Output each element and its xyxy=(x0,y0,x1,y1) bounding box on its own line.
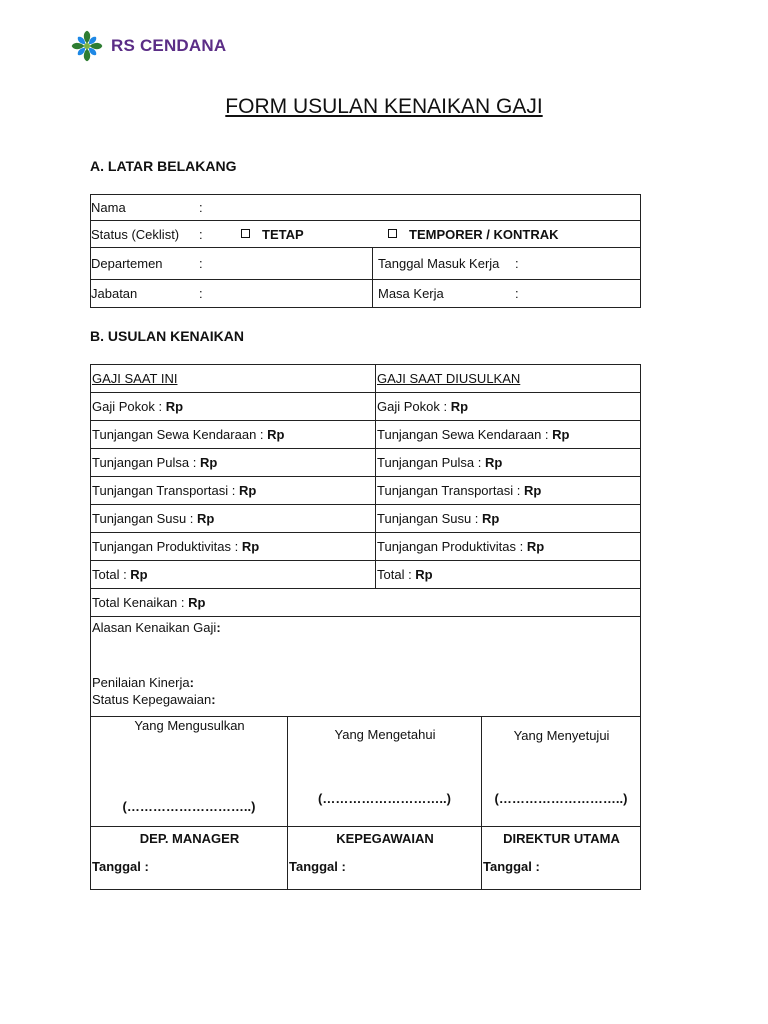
masa-kerja-cell[interactable] xyxy=(373,280,641,308)
table-row xyxy=(91,449,641,477)
tanggal-label[interactable]: Tanggal : xyxy=(289,859,346,874)
signer-title: DIREKTUR UTAMA xyxy=(503,831,620,846)
row-label: Tunjangan Pulsa : xyxy=(377,455,485,470)
currency: Rp xyxy=(241,539,260,554)
currency: Rp xyxy=(415,567,433,582)
currency: Rp xyxy=(197,511,215,526)
signer-title: DEP. MANAGER xyxy=(139,831,240,846)
row-label: Total : xyxy=(92,567,131,582)
colon: : xyxy=(515,256,519,271)
colon: : xyxy=(211,692,216,707)
colon: : xyxy=(199,226,203,242)
option-kontrak: TEMPORER / KONTRAK xyxy=(409,226,559,242)
footer-cell-2 xyxy=(288,827,482,890)
status-kepegawaian-label: Status Kepegawaian xyxy=(92,692,212,707)
tanggal-label[interactable]: Tanggal : xyxy=(92,859,149,874)
row-label: Tunjangan Sewa Kendaraan : xyxy=(92,427,268,442)
currency: Rp xyxy=(188,595,206,610)
signer-title: KEPEGAWAIAN xyxy=(336,831,434,846)
current-value-cell[interactable] xyxy=(91,477,376,505)
currency: Rp xyxy=(238,483,257,498)
currency: Rp xyxy=(526,539,545,554)
option-tetap: TETAP xyxy=(262,226,304,242)
signature-line: (………………………..) xyxy=(122,799,256,814)
currency: Rp xyxy=(552,427,570,442)
currency: Rp xyxy=(482,511,500,526)
role-label: Yang Menyetujui xyxy=(513,728,610,743)
row-label: Tunjangan Pulsa : xyxy=(92,455,200,470)
current-value-cell[interactable] xyxy=(91,505,376,533)
nama-label: Nama xyxy=(91,200,126,215)
penilaian-line xyxy=(92,674,640,691)
total-kenaikan-row xyxy=(91,589,641,617)
table-row xyxy=(91,505,641,533)
signature-footer-row xyxy=(91,827,641,890)
proposed-value-cell[interactable] xyxy=(376,421,641,449)
penilaian-label: Penilaian Kinerja xyxy=(92,675,190,690)
page-title: FORM USULAN KENAIKAN GAJI xyxy=(225,95,543,118)
table-row xyxy=(91,393,641,421)
row-label: Tunjangan Produktivitas : xyxy=(92,539,242,554)
total-kenaikan-cell[interactable] xyxy=(91,589,641,617)
footer-cell-1 xyxy=(91,827,288,890)
row-label: Tunjangan Produktivitas : xyxy=(377,539,527,554)
currency: Rp xyxy=(450,399,469,414)
alasan-label: Alasan Kenaikan Gaji xyxy=(92,620,217,635)
current-total-cell[interactable] xyxy=(91,561,376,589)
col-proposed-header: GAJI SAAT DIUSULKAN xyxy=(376,365,641,393)
colon: : xyxy=(199,200,203,215)
status-cell xyxy=(91,221,641,248)
row-departemen xyxy=(91,248,641,280)
row-label: Tunjangan Susu : xyxy=(377,511,483,526)
row-nama xyxy=(91,195,641,221)
currency: Rp xyxy=(523,483,542,498)
signature-line: (………………………..) xyxy=(318,791,451,806)
status-kepegawaian-line xyxy=(92,691,640,708)
footer-cell-3 xyxy=(482,827,641,890)
jabatan-label: Jabatan xyxy=(91,286,138,301)
salary-header-row xyxy=(91,365,641,393)
notes-row xyxy=(91,617,641,717)
logo xyxy=(70,29,226,63)
notes-cell[interactable] xyxy=(91,617,641,717)
colon: : xyxy=(199,256,203,271)
row-label: Tunjangan Transportasi : xyxy=(377,483,524,498)
role-label: Yang Mengusulkan xyxy=(134,718,245,733)
departemen-cell[interactable] xyxy=(91,248,373,280)
table-row xyxy=(91,561,641,589)
current-value-cell[interactable] xyxy=(91,449,376,477)
checkbox-tetap[interactable] xyxy=(241,229,250,238)
table-row xyxy=(91,421,641,449)
current-value-cell[interactable] xyxy=(91,421,376,449)
salary-table xyxy=(90,364,641,717)
colon: : xyxy=(189,675,194,690)
row-label: Tunjangan Transportasi : xyxy=(92,483,239,498)
proposed-value-cell[interactable] xyxy=(376,449,641,477)
signature-cell-2[interactable] xyxy=(288,717,482,827)
row-status xyxy=(91,221,641,248)
currency: Rp xyxy=(165,399,184,414)
section-b-heading: B. USULAN KENAIKAN xyxy=(90,328,244,344)
background-table xyxy=(90,194,641,308)
proposed-value-cell[interactable] xyxy=(376,393,641,421)
colon: : xyxy=(199,286,203,301)
table-row xyxy=(91,477,641,505)
current-value-cell[interactable] xyxy=(91,533,376,561)
checkbox-kontrak[interactable] xyxy=(388,229,397,238)
spacer xyxy=(92,636,640,674)
row-jabatan xyxy=(91,280,641,308)
jabatan-cell[interactable] xyxy=(91,280,373,308)
signature-table xyxy=(90,716,641,890)
signature-line: (………………………..) xyxy=(494,791,628,806)
row-label: Tunjangan Susu : xyxy=(92,511,198,526)
currency: Rp xyxy=(199,455,218,470)
currency: Rp xyxy=(484,455,503,470)
colon: : xyxy=(515,286,519,301)
proposed-value-cell[interactable] xyxy=(376,505,641,533)
role-label: Yang Mengetahui xyxy=(334,727,436,742)
current-value-cell[interactable] xyxy=(91,393,376,421)
currency: Rp xyxy=(267,427,285,442)
row-label: Gaji Pokok : xyxy=(377,399,451,414)
signature-cell-3[interactable] xyxy=(482,717,641,827)
signature-cell-1[interactable] xyxy=(91,717,288,827)
proposed-total-cell[interactable] xyxy=(376,561,641,589)
alasan-line xyxy=(92,619,640,636)
proposed-value-cell[interactable] xyxy=(376,477,641,505)
currency: Rp xyxy=(130,567,148,582)
tanggal-masuk-label: Tanggal Masuk Kerja xyxy=(378,256,500,271)
table-row xyxy=(91,533,641,561)
flower-icon xyxy=(70,29,104,63)
section-a-heading: A. LATAR BELAKANG xyxy=(90,158,237,174)
tanggal-label[interactable]: Tanggal : xyxy=(483,859,540,874)
row-label: Total : xyxy=(377,567,416,582)
masa-kerja-label: Masa Kerja xyxy=(378,286,444,301)
nama-cell[interactable] xyxy=(91,195,641,221)
proposed-value-cell[interactable] xyxy=(376,533,641,561)
signature-row xyxy=(91,717,641,827)
departemen-label: Departemen xyxy=(91,256,163,271)
row-label: Gaji Pokok : xyxy=(92,399,166,414)
colon: : xyxy=(216,620,221,635)
row-label: Tunjangan Sewa Kendaraan : xyxy=(377,427,553,442)
total-kenaikan-label: Total Kenaikan : xyxy=(92,595,189,610)
status-label: Status (Ceklist) xyxy=(91,226,180,242)
col-current-header: GAJI SAAT INI xyxy=(91,365,376,393)
logo-text: RS CENDANA xyxy=(111,36,227,55)
tanggal-masuk-cell[interactable] xyxy=(373,248,641,280)
